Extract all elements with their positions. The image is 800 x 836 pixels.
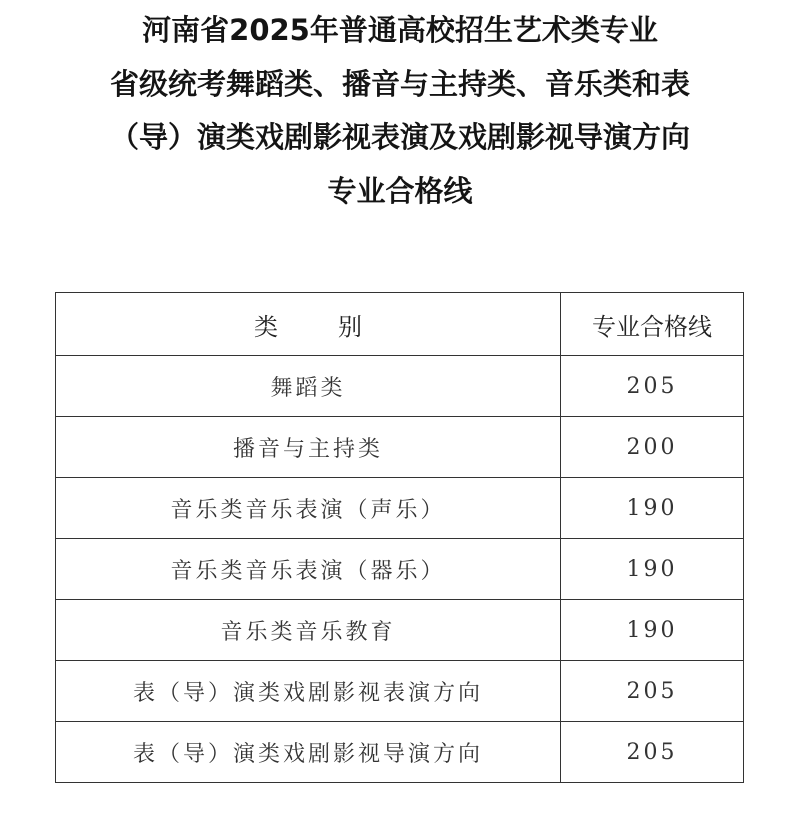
document-title xyxy=(0,4,800,218)
category-cell: 音乐类音乐表演（声乐） xyxy=(56,478,561,539)
table-row xyxy=(56,722,744,783)
title-line: 专业合格线 xyxy=(327,173,473,208)
score-cell: 190 xyxy=(561,600,744,661)
table-row xyxy=(56,356,744,417)
score-cell: 190 xyxy=(561,539,744,600)
category-cell: 表（导）演类戏剧影视导演方向 xyxy=(56,722,561,783)
score-cell: 205 xyxy=(561,722,744,783)
category-cell: 舞蹈类 xyxy=(56,356,561,417)
category-cell: 音乐类音乐教育 xyxy=(56,600,561,661)
table-row xyxy=(56,661,744,722)
category-cell: 播音与主持类 xyxy=(56,417,561,478)
score-cell: 205 xyxy=(561,661,744,722)
score-table xyxy=(55,292,744,783)
table-header-row xyxy=(56,293,744,356)
header-category: 类别 xyxy=(56,293,561,356)
category-cell: 音乐类音乐表演（器乐） xyxy=(56,539,561,600)
score-cell: 200 xyxy=(561,417,744,478)
score-cell: 190 xyxy=(561,478,744,539)
table-row xyxy=(56,539,744,600)
title-line: 省级统考舞蹈类、播音与主持类、音乐类和表 xyxy=(109,66,690,101)
table-row xyxy=(56,478,744,539)
header-score: 专业合格线 xyxy=(561,293,744,356)
table-row xyxy=(56,417,744,478)
score-cell: 205 xyxy=(561,356,744,417)
title-line: （导）演类戏剧影视表演及戏剧影视导演方向 xyxy=(109,120,690,154)
table-row xyxy=(56,600,744,661)
category-cell: 表（导）演类戏剧影视表演方向 xyxy=(56,661,561,722)
title-line: 河南省2025年普通高校招生艺术类专业 xyxy=(142,13,658,47)
